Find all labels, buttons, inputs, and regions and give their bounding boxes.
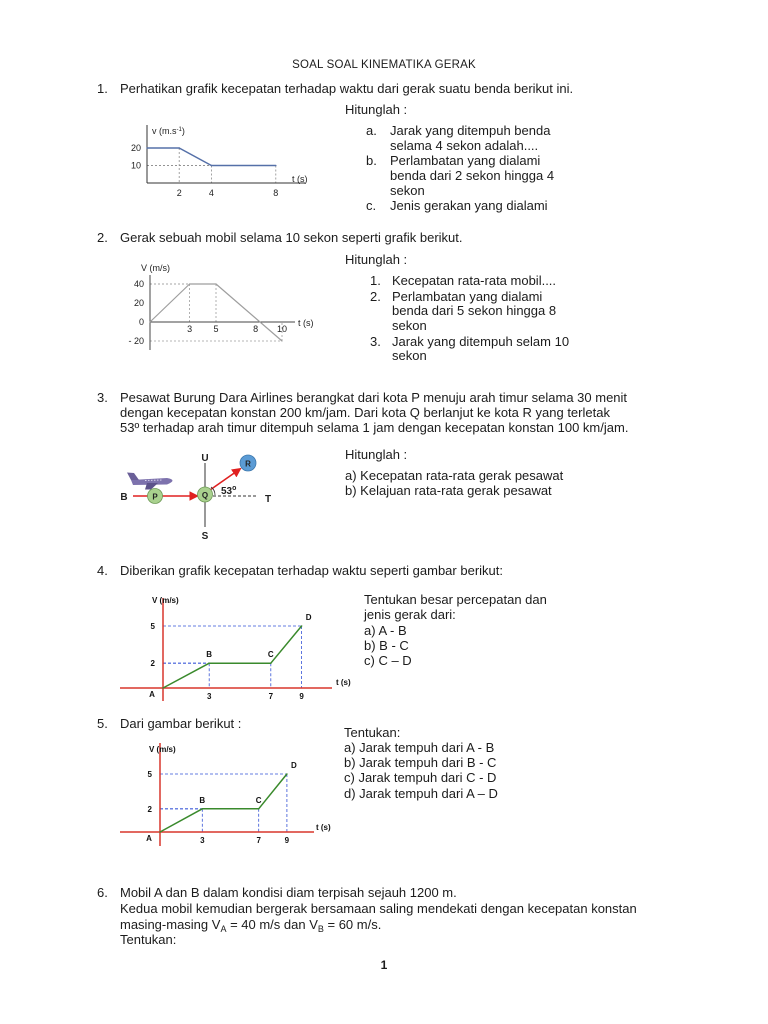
- q6-line: Mobil A dan B dalam kondisi diam terpisah sejauh 1200 m.: [120, 885, 457, 900]
- angle-value: 53: [221, 486, 233, 497]
- y-axis-title-text: V (m/s): [149, 745, 176, 754]
- point-label: A: [149, 690, 155, 699]
- q1-item-marker: b.: [366, 153, 377, 168]
- x-tick-label: 7: [268, 692, 274, 701]
- x-tick-label: 4: [208, 188, 214, 198]
- q1-prompt: Hitunglah :: [345, 102, 408, 117]
- q4-number: 4.: [97, 563, 108, 578]
- city-q-label: Q: [201, 491, 209, 500]
- g4-velocity-graph: [120, 596, 351, 701]
- q6-text-part: = 40 m/s dan V: [226, 917, 318, 932]
- angle-degree-mark: o: [232, 485, 237, 492]
- y-tick-label: 0: [138, 317, 144, 327]
- x-tick-label: 10: [276, 324, 288, 334]
- q1-item-line: Jarak yang ditempuh benda: [390, 123, 551, 138]
- q3-item: b) Kelajuan rata-rata gerak pesawat: [345, 483, 552, 498]
- city-r-label: R: [245, 459, 251, 469]
- q2-number: 2.: [97, 230, 108, 245]
- q1-item-line: sekon: [390, 183, 425, 198]
- page-title: SOAL SOAL KINEMATIKA GERAK: [292, 59, 476, 71]
- x-axis-title: t (s): [298, 318, 314, 328]
- q2-item-line: sekon: [392, 318, 427, 333]
- x-tick-label: 7: [256, 836, 261, 845]
- velocity-segment: [150, 284, 190, 322]
- q6-number: 6.: [97, 885, 108, 900]
- q4-text: Diberikan grafik kecepatan terhadap waktu seperti gambar berikut:: [120, 563, 503, 578]
- q5-text: Dari gambar berikut :: [120, 716, 242, 731]
- q1-item-marker: a.: [366, 123, 377, 138]
- y-tick-label: 40: [133, 279, 144, 289]
- q4-line: c) C – D: [364, 653, 412, 668]
- y-tick-label: 2: [150, 659, 155, 669]
- y-axis-title: [141, 263, 170, 273]
- x-tick-label: 8: [273, 188, 279, 198]
- q3-prompt: Hitunglah :: [345, 447, 408, 462]
- y-tick-label: 5: [147, 770, 152, 779]
- y-tick-label: 5: [150, 622, 155, 631]
- q6-text-part: masing-masing V: [120, 917, 221, 932]
- y-tick-label: 20: [133, 298, 144, 308]
- x-tick-label: 3: [206, 692, 212, 701]
- y-axis-title-text: V (m/s): [141, 263, 170, 273]
- x-tick-label: 2: [176, 188, 182, 198]
- y-axis-title-text: v (m.s: [152, 126, 177, 136]
- q5-number: 5.: [97, 716, 108, 731]
- q6-line: Tentukan:: [120, 932, 177, 947]
- q5-line: Tentukan:: [344, 725, 401, 740]
- q6-subscript: B: [317, 924, 324, 934]
- q2-item-marker: 1.: [370, 273, 381, 288]
- east-label: T: [264, 494, 272, 505]
- g1-velocity-graph: [131, 125, 308, 198]
- point-label: A: [146, 834, 152, 843]
- q2-item-marker: 3.: [370, 334, 381, 349]
- y-tick-label: 10: [130, 160, 141, 171]
- point-label: D: [291, 761, 297, 770]
- q2-item-line: Perlambatan yang dialami: [392, 289, 543, 304]
- q1-text: Perhatikan grafik kecepatan terhadap waktu dari gerak suatu benda berikut ini.: [120, 81, 574, 96]
- velocity-segment: [163, 663, 209, 688]
- q4-line: Tentukan besar percepatan dan: [364, 592, 547, 607]
- y-tick-label: - 20: [128, 336, 144, 346]
- q6-line: Kedua mobil kemudian bergerak bersamaan saling mendekati dengan kecepatan konstan: [120, 901, 637, 916]
- west-label: B: [120, 492, 128, 503]
- q1-item-line: benda dari 2 sekon hingga 4: [390, 168, 555, 183]
- y-axis-title-end: ): [181, 126, 185, 136]
- q5-line: c) Jarak tempuh dari C - D: [344, 770, 497, 785]
- q4-line: jenis gerak dari:: [364, 607, 456, 622]
- q5-line: d) Jarak tempuh dari A – D: [344, 786, 498, 801]
- q4-line: b) B - C: [364, 638, 409, 653]
- q2-item-line: benda dari 5 sekon hingga 8: [392, 303, 557, 318]
- q3-direction-diagram: [120, 453, 271, 542]
- point-label: B: [206, 650, 213, 660]
- x-tick-label: 3: [200, 836, 205, 845]
- velocity-segment: [259, 774, 287, 809]
- q3-item: a) Kecepatan rata-rata gerak pesawat: [345, 468, 564, 483]
- y-axis-title-superscript: -1: [176, 127, 182, 133]
- q3-line: dengan kecepatan konstan 200 km/jam. Dari kota Q berlanjut ke kota R yang terletak: [120, 405, 610, 420]
- point-label: C: [255, 795, 262, 805]
- x-tick-label: 3: [187, 324, 193, 334]
- q3-line: Pesawat Burung Dara Airlines berangkat dari kota P menuju arah timur selama 30 menit: [120, 390, 628, 405]
- q5-line: a) Jarak tempuh dari A - B: [344, 740, 495, 755]
- q6-subscript: A: [220, 924, 227, 934]
- q1-number: 1.: [97, 81, 108, 96]
- q2-item-line: Kecepatan rata-rata mobil....: [392, 273, 557, 288]
- velocity-segment: [179, 148, 211, 166]
- page-number: 1: [380, 958, 388, 972]
- velocity-segment: [216, 284, 282, 341]
- south-label: S: [201, 531, 209, 542]
- q5-line: b) Jarak tempuh dari B - C: [344, 755, 497, 770]
- y-tick-label: 2: [147, 804, 152, 814]
- north-label: U: [201, 453, 209, 464]
- q2-text: Gerak sebuah mobil selama 10 sekon seperti grafik berikut.: [120, 230, 463, 245]
- y-axis-title: [152, 596, 179, 605]
- velocity-segment: [271, 626, 302, 663]
- x-tick-label: 8: [253, 324, 259, 334]
- y-axis-title: [152, 126, 185, 136]
- x-tick-label: 9: [284, 836, 290, 845]
- q3-line: 53º terhadap arah timur ditempuh selama 1 jam dengan kecepatan konstan 100 km/jam.: [120, 420, 629, 435]
- q1-item-line: Jenis gerakan yang dialami: [390, 198, 548, 213]
- y-tick-label: 20: [130, 143, 141, 153]
- x-axis-title: t (s): [292, 174, 308, 184]
- q1-item-line: selama 4 sekon adalah....: [390, 138, 539, 153]
- y-axis-title-text: V (m/s): [152, 596, 179, 605]
- velocity-segment: [160, 809, 202, 832]
- q2-item-marker: 2.: [370, 289, 381, 304]
- x-tick-label: 9: [299, 692, 304, 701]
- q3-number: 3.: [97, 390, 108, 405]
- angle-label: [221, 485, 236, 497]
- airplane-icon: [127, 473, 173, 490]
- q2-item-line: sekon: [392, 348, 427, 363]
- point-label: C: [267, 650, 274, 660]
- point-label: D: [305, 613, 312, 622]
- point-label: B: [199, 795, 206, 805]
- y-axis-title: [149, 745, 176, 754]
- x-tick-label: 5: [213, 324, 219, 334]
- q2-prompt: Hitunglah :: [345, 252, 408, 267]
- g2-velocity-graph: [128, 263, 313, 350]
- q1-item-marker: c.: [366, 198, 377, 213]
- x-axis-title: t (s): [336, 678, 351, 687]
- x-axis-title: t (s): [316, 823, 331, 832]
- q4-line: a) A - B: [364, 623, 407, 638]
- city-p-label: P: [152, 492, 158, 502]
- g5-velocity-graph: [120, 743, 331, 846]
- q2-item-line: Jarak yang ditempuh selam 10: [392, 334, 570, 349]
- q1-item-line: Perlambatan yang dialami: [390, 153, 541, 168]
- q6-text-part: = 60 m/s.: [323, 917, 382, 932]
